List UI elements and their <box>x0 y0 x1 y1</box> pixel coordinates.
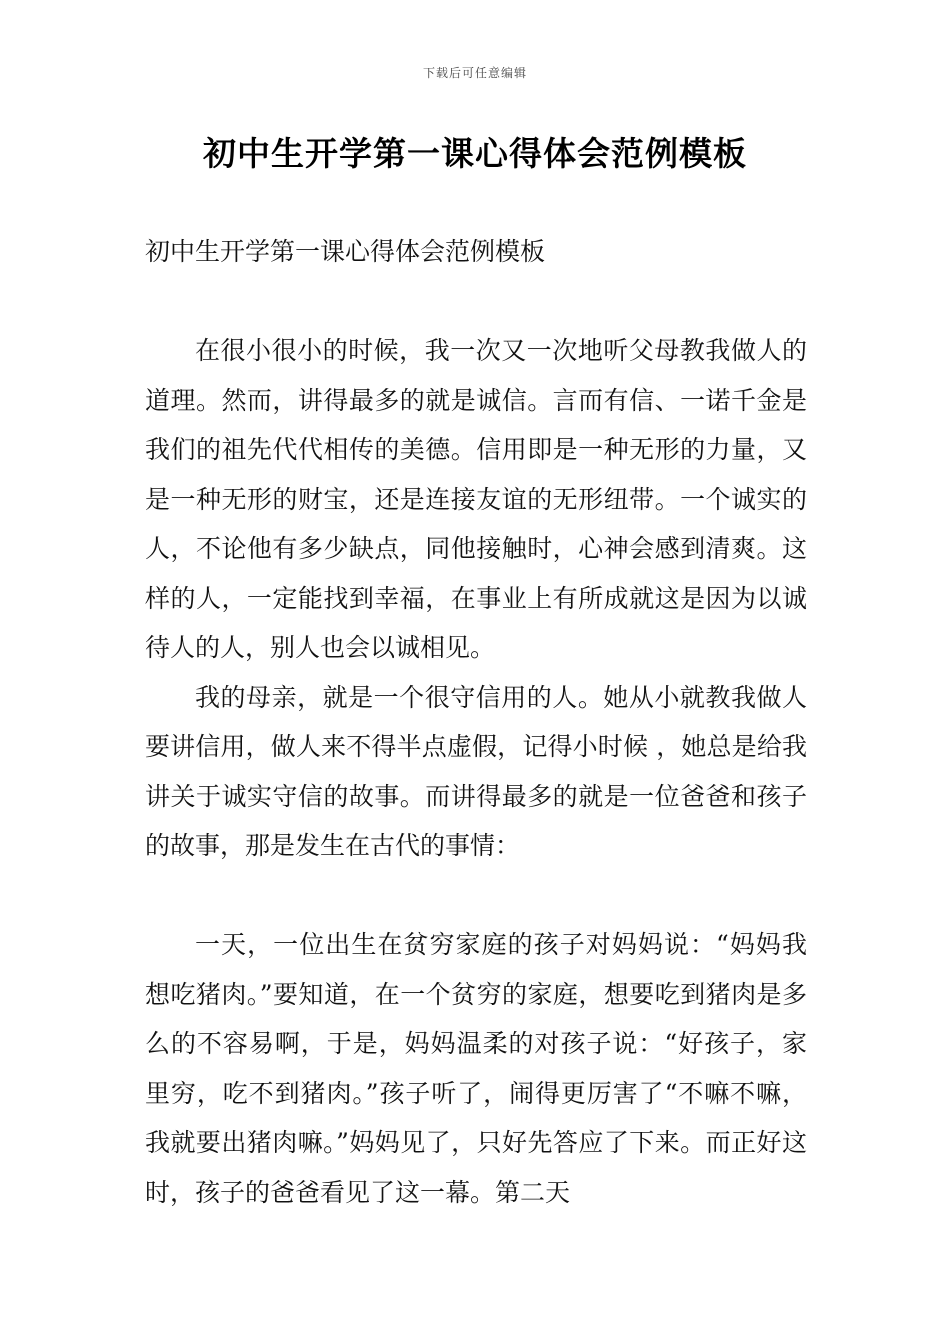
document-subtitle: 初中生开学第一课心得体会范例模板 <box>145 237 546 266</box>
paragraph-2: 我的母亲，就是一个很守信用的人。她从小就教我做人要讲信用，做人来不得半点虚假，记得小时候 ，她总是给我讲关于诚实守信的故事。而讲得最多的就是一位爸爸和孩子的故事，那是发生在古代的事情： <box>145 682 807 860</box>
paragraph-gap <box>145 871 807 921</box>
page-title: 初中生开学第一课心得体会范例模板 <box>203 134 747 173</box>
paragraph-1: 在很小很小的时候，我一次又一次地听父母教我做人的道理。然而，讲得最多的就是诚信。言而有信、一诺千金是我们的祖先代代相传的美德。信用即是一种无形的力量，又是一种无形的财宝，还是连接友谊的无形纽带。一个诚实的人，不论他有多少缺点，同他接触时，心神会感到清爽。这样的人，一定能找到幸福，在事业上有所成就这是因为以诚待人的人，别人也会以诚相见。 <box>145 336 807 662</box>
paragraph-3: 一天，一位出生在贫穷家庭的孩子对妈妈说：“妈妈我想吃猪肉。”要知道，在一个贫穷的家庭，想要吃到猪肉是多么的不容易啊，于是，妈妈温柔的对孩子说：“好孩子，家里穷，吃不到猪肉。”孩子听了，闹得更厉害了“不嘛不嘛，我就要出猪肉嘛。”妈妈见了，只好先答应了下来。而正好这时，孩子的爸爸看见了这一幕。第二天 <box>145 930 807 1207</box>
header-note: 下载后可任意编辑 <box>422 66 527 80</box>
document-body <box>145 326 807 1217</box>
